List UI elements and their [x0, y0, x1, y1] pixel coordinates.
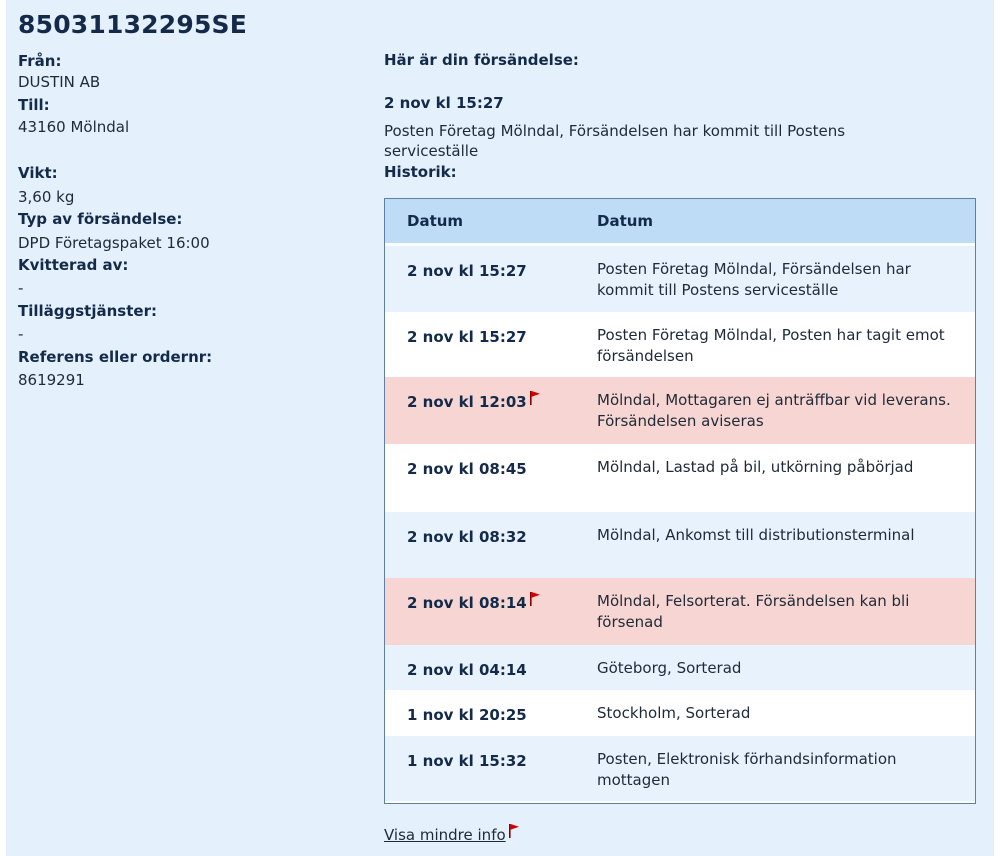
event-date — [407, 328, 527, 346]
event-date — [407, 393, 541, 411]
history-row — [385, 512, 975, 578]
event-date-text: 1 nov kl 15:32 — [407, 752, 527, 770]
shipment-panel — [6, 0, 994, 856]
event-description: Mölndal, Mottagaren ej anträffbar vid leverans. Försändelsen aviseras — [597, 391, 951, 430]
history-row — [385, 444, 975, 512]
event-date-text: 2 nov kl 08:14 — [407, 594, 527, 612]
event-description: Mölndal, Ankomst till distributionsterminal — [597, 526, 915, 544]
event-date — [407, 661, 527, 679]
event-description: Stockholm, Sorterad — [597, 704, 751, 722]
history-row — [385, 690, 975, 736]
table-header — [385, 199, 975, 246]
weight-value: 3,60 kg — [18, 188, 75, 206]
event-description: Posten, Elektronisk förhandsinformation mottagen — [597, 750, 897, 789]
history-row-deviation — [385, 578, 975, 645]
red-flag-icon — [508, 824, 520, 838]
extra-services-label: Tilläggstjänster: — [18, 302, 157, 320]
status-heading: Här är din försändelse: — [384, 51, 579, 69]
red-flag-icon — [529, 592, 541, 606]
event-date — [407, 460, 527, 478]
latest-event-time: 2 nov kl 15:27 — [384, 94, 504, 112]
event-date — [407, 528, 527, 546]
event-date-text: 2 nov kl 08:45 — [407, 460, 527, 478]
event-date — [407, 706, 527, 724]
show-less-info-label: Visa mindre info — [384, 826, 506, 844]
column-header-date: Datum — [407, 212, 464, 230]
event-date-text: 2 nov kl 15:27 — [407, 262, 527, 280]
show-less-info-link[interactable] — [384, 826, 520, 844]
extra-services-value: - — [18, 325, 24, 343]
column-header-event: Datum — [597, 212, 654, 230]
weight-label: Vikt: — [18, 164, 58, 182]
history-heading: Historik: — [384, 163, 457, 181]
reference-value: 8619291 — [18, 371, 85, 389]
event-date — [407, 752, 527, 770]
event-date-text: 1 nov kl 20:25 — [407, 706, 527, 724]
history-row — [385, 645, 975, 690]
history-table — [384, 198, 976, 804]
signed-by-label: Kvitterad av: — [18, 256, 129, 274]
event-description: Posten Företag Mölndal, Posten har tagit emot försändelsen — [597, 326, 945, 365]
event-description: Göteborg, Sorterad — [597, 659, 742, 677]
red-flag-icon — [529, 391, 541, 405]
history-row — [385, 736, 975, 801]
event-date-text: 2 nov kl 04:14 — [407, 661, 527, 679]
type-value: DPD Företagspaket 16:00 — [18, 234, 210, 252]
event-description: Mölndal, Felsorterat. Försändelsen kan bli försenad — [597, 592, 910, 631]
type-label: Typ av försändelse: — [18, 210, 183, 228]
event-description: Posten Företag Mölndal, Försändelsen har kommit till Postens serviceställe — [597, 260, 911, 299]
event-date — [407, 262, 527, 280]
signed-by-value: - — [18, 279, 24, 297]
shipment-number: 85031132295SE — [18, 10, 248, 39]
history-row — [385, 312, 975, 377]
event-date-text: 2 nov kl 15:27 — [407, 328, 527, 346]
event-date-text: 2 nov kl 08:32 — [407, 528, 527, 546]
event-date — [407, 594, 541, 612]
event-description: Mölndal, Lastad på bil, utkörning påbörjad — [597, 458, 914, 476]
to-label: Till: — [18, 96, 50, 114]
event-date-text: 2 nov kl 12:03 — [407, 393, 527, 411]
from-label: Från: — [18, 52, 62, 70]
reference-label: Referens eller ordernr: — [18, 348, 213, 366]
history-row — [385, 246, 975, 312]
latest-event-description: Posten Företag Mölndal, Försändelsen har kommit till Postens serviceställe — [384, 122, 846, 160]
history-row-deviation — [385, 377, 975, 444]
from-value: DUSTIN AB — [18, 73, 101, 91]
history-rows — [385, 246, 975, 801]
to-value: 43160 Mölndal — [18, 118, 130, 136]
